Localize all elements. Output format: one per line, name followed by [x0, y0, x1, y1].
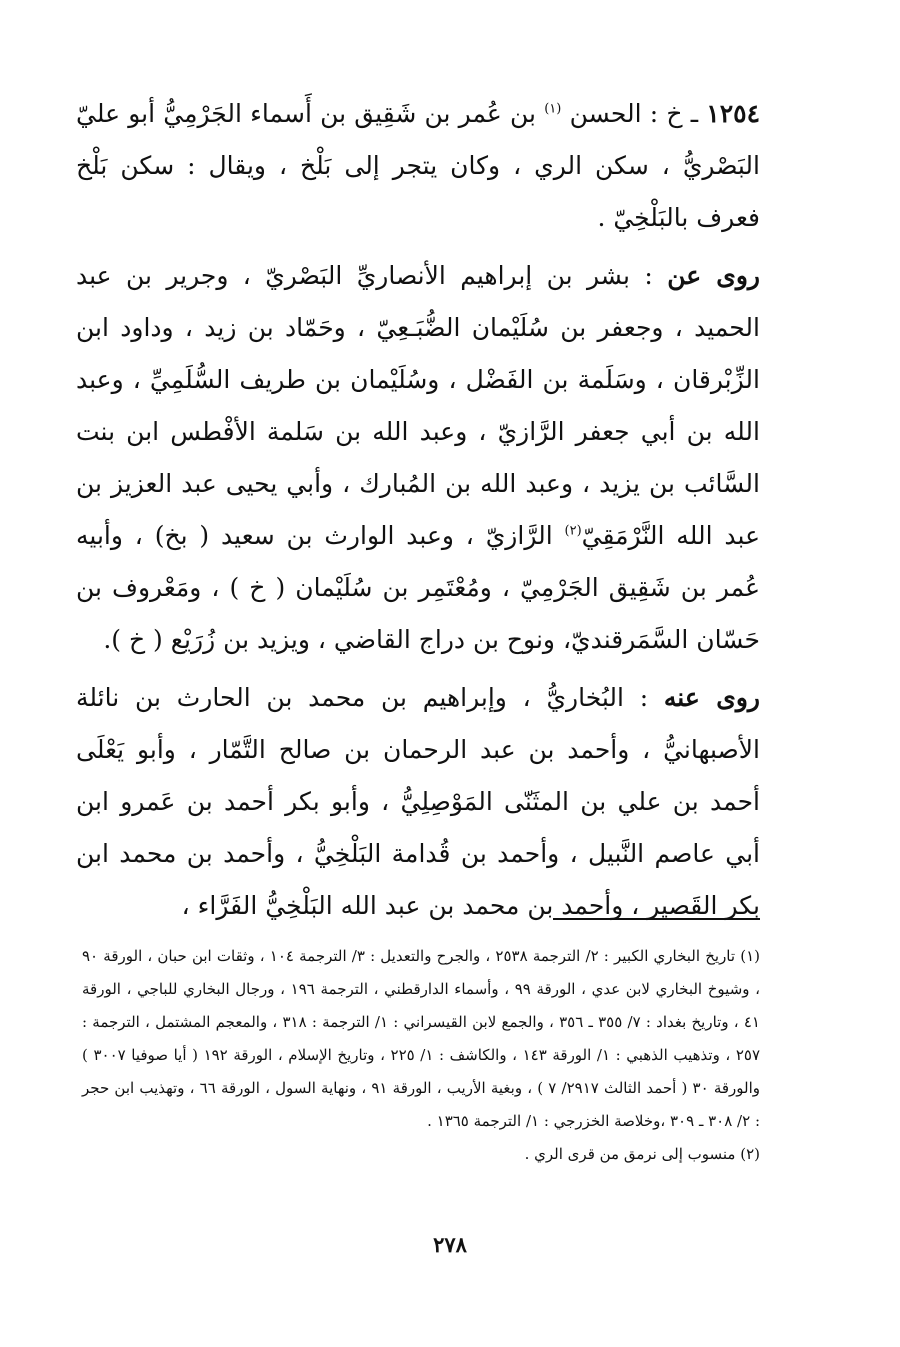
narrated-by-label: روى عنه — [663, 683, 761, 712]
footnote-ref-2: (٢) — [564, 523, 582, 539]
narrated-by-paragraph — [76, 672, 760, 932]
entry-intro: بن عُمر بن شَقِيق بن أَسماء الجَرْمِيُّ أبو عليّ البَصْريُّ ، سكن الري ، وكان يتجر إلى بَلْخ ، ويقال : سكن بَلْخ فعرف بالبَلْخِيّ . — [76, 99, 760, 232]
entry-heading-paragraph — [76, 88, 760, 244]
entry-lead: ـ خ : الحسن — [569, 99, 699, 128]
narrated-from-text-a: : بشر بن إبراهيم الأنصاريِّ البَصْريّ ، وجرير بن عبد الحميد ، وجعفر بن سُلَيْمان الضُّبَـعِيّ ، وحَمّاد بن زيد ، وداود ابن الزِّبْرقان ، وسَلَمة بن الفَضْل ، وسُلَيْمان بن طريف السُّلَمِيِّ ، وعبد الله بن أبي جعفر الرَّازيّ ، وعبد الله بن سَلمة الأفْطس ابن بنت السَّائب بن يزيد ، وعبد الله بن المُبارك ، وأبي يحيى عبد العزيز بن عبد الله النَّرْمَقِيّ — [76, 261, 760, 550]
narrated-from-label: روى عن — [667, 261, 760, 290]
narrated-from-paragraph — [76, 250, 760, 666]
narrated-by-text: : البُخاريُّ ، وإبراهيم بن محمد بن الحارث بن نائلة الأصبهانيُّ ، وأحمد بن عبد الرحمان بن صالح التَّمّار ، وأبو يَعْلَى أحمد بن علي بن المثَنّى المَوْصِلِيُّ ، وأبو بكر أحمد بن عَمرو ابن أبي عاصم النَّبيل ، وأحمد بن قُدامة البَلْخِيُّ ، وأحمد بن محمد ابن بكر القَصير ، وأحمد بن محمد بن عبد الله البَلْخِيُّ الفَرَّاء ، — [76, 683, 760, 920]
narrated-from-text-b: الرَّازيّ ، وعبد الوارث بن سعيد ( بخ) ، وأبيه عُمر بن شَقِيق الجَرْمِيّ ، ومُعْتَمِر بن سُلَيْمان ( خ ) ، ومَعْروف بن حَسّان السَّمَرقنديّ، ونوح بن دراج القاضي ، ويزيد بن زُرَيْع ( خ ). — [76, 521, 760, 654]
footnote-1: (١) تاريخ البخاري الكبير : ٢/ الترجمة ٢٥٣٨ ، والجرح والتعديل : ٣/ الترجمة ١٠٤ ، وثقات ابن حبان ، الورقة ٩٠ ، وشيوخ البخاري لابن عدي ، الورقة ٩٩ ، وأسماء الدارقطني ، الترجمة ١٩٦ ، ورجال البخاري للباجي ، الورقة ٤١ ، وتاريخ بغداد : ٧/ ٣٥٥ ـ ٣٥٦ ، والجمع لابن القيسراني : ١/ الترجمة : ٣١٨ ، والمعجم المشتمل ، الترجمة : ٢٥٧ ، وتذهيب الذهبي : ١/ الورقة ١٤٣ ، والكاشف : ١/ ٢٢٥ ، وتاريخ الإسلام ، الورقة ١٩٢ ( أيا صوفيا ٣٠٠٧ ) والورقة ٣٠ ( أحمد الثالث ٢٩١٧/ ٧ ) ، وبغية الأريب ، الورقة ٩١ ، ونهاية السول ، الورقة ٦٦ ، وتهذيب ابن حجر : ٢/ ٣٠٨ ـ ٣٠٩ ،وخلاصة الخزرجي : ١/ الترجمة ١٣٦٥ . — [82, 947, 761, 1130]
entry-number: ١٢٥٤ — [706, 99, 760, 128]
footnote-ref-1: (١) — [544, 101, 562, 117]
footnote-separator — [553, 918, 760, 920]
footnotes — [82, 940, 760, 1171]
page-number: ٢٧٨ — [433, 1232, 467, 1257]
main-text — [76, 88, 760, 938]
footnote-2: (٢) منسوب إلى نرمق من قرى الري . — [524, 1145, 760, 1163]
